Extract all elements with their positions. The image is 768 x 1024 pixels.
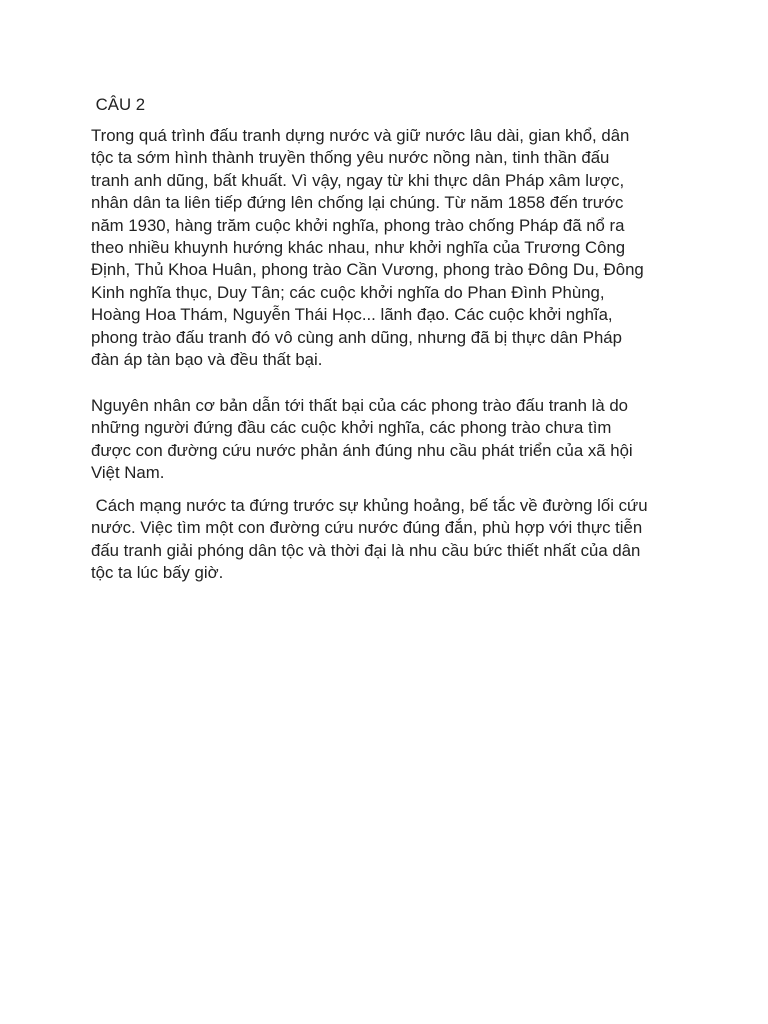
text-line: tộc ta sớm hình thành truyền thống yêu nước nồng nàn, tinh thần đấu [91,148,610,168]
text-line: được con đường cứu nước phản ánh đúng nhu cầu phát triển của xã hội [91,440,633,460]
text-line: những người đứng đầu các cuộc khởi nghĩa, các phong trào chưa tìm [91,418,612,438]
text-line: theo nhiều khuynh hướng khác nhau, như khởi nghĩa của Trương Công [91,238,626,258]
paragraph-1 [91,125,691,371]
section-heading: CÂU 2 [91,95,146,114]
text-line: Nguyên nhân cơ bản dẫn tới thất bại của các phong trào đấu tranh là do [91,396,629,415]
text-line: Trong quá trình đấu tranh dựng nước và giữ nước lâu dài, gian khổ, dân [91,126,630,145]
text-line: năm 1930, hàng trăm cuộc khởi nghĩa, phong trào chống Pháp đã nổ ra [91,215,625,235]
text-line: Hoàng Hoa Thám, Nguyễn Thái Học... lãnh đạo. Các cuộc khởi nghĩa, [91,305,613,325]
text-line: Định, Thủ Khoa Huân, phong trào Cần Vương, phong trào Đông Du, Đông [91,260,644,280]
text-line: tranh anh dũng, bất khuất. Vì vậy, ngay từ khi thực dân Pháp xâm lược, [91,170,625,190]
text-line: đàn áp tàn bạo và đều thất bại. [91,350,323,370]
paragraph-2 [91,395,691,485]
text-line: tộc ta lúc bấy giờ. [91,563,224,583]
text-line: Cách mạng nước ta đứng trước sự khủng hoảng, bế tắc về đường lối cứu [91,496,648,515]
text-line: phong trào đấu tranh đó vô cùng anh dũng, nhưng đã bị thực dân Pháp [91,327,622,347]
text-line: Việt Nam. [91,463,165,483]
text-line: nhân dân ta liên tiếp đứng lên chống lại chúng. Từ năm 1858 đến trước [91,193,624,213]
text-line: đấu tranh giải phóng dân tộc và thời đại là nhu cầu bức thiết nhất của dân [91,540,641,560]
text-line: Kinh nghĩa thục, Duy Tân; các cuộc khởi nghĩa do Phan Đình Phùng, [91,282,605,302]
paragraph-3 [91,495,691,585]
text-line: nước. Việc tìm một con đường cứu nước đúng đắn, phù hợp với thực tiễn [91,518,643,538]
